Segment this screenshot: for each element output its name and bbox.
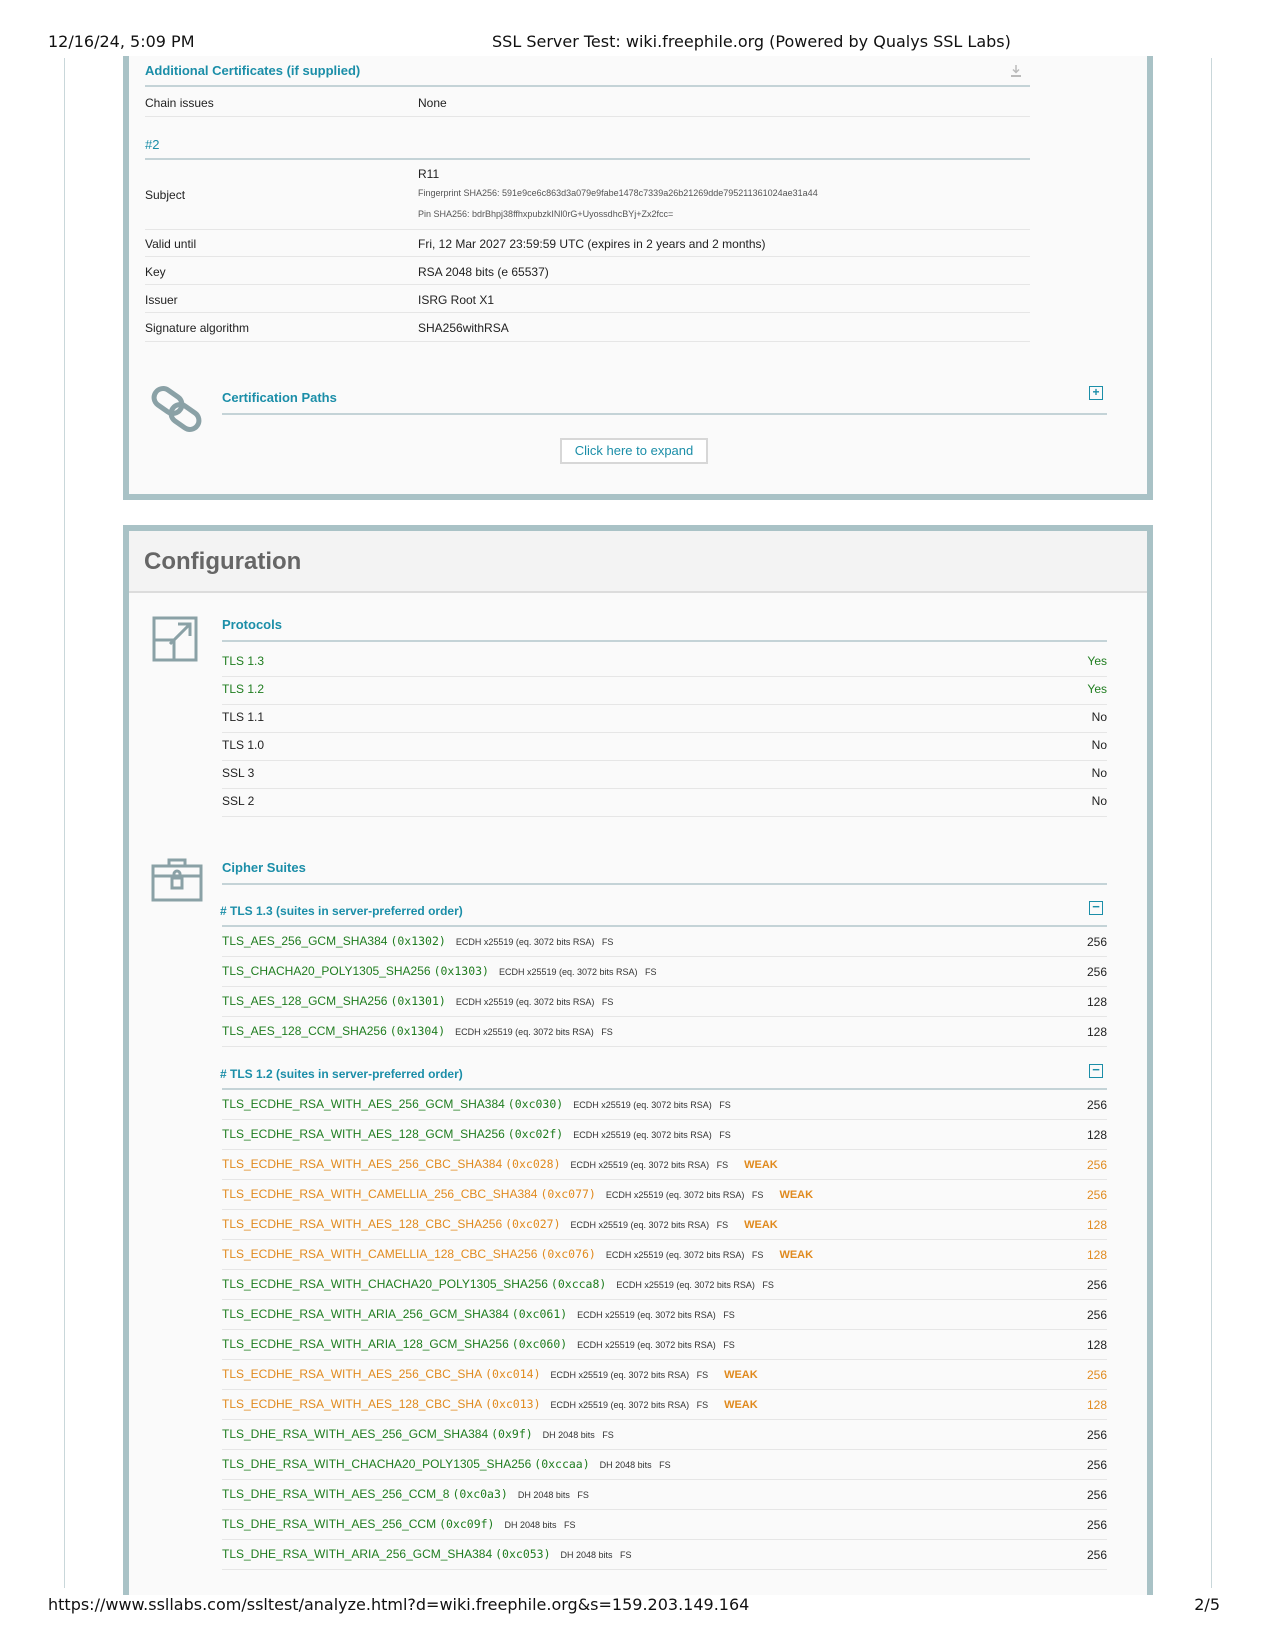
cert-paths-title: Certification Paths (222, 390, 337, 405)
cipher-suite-bits: 256 (1086, 965, 1107, 979)
cipher-suite-name: TLS_ECDHE_RSA_WITH_CAMELLIA_256_CBC_SHA384 (222, 1187, 538, 1201)
row-divider (145, 116, 1030, 117)
cipher-suite-hex: (0xc077) (540, 1187, 596, 1201)
cipher-suite-bits: 256 (1086, 935, 1107, 949)
protocol-support: No (1091, 766, 1107, 780)
cipher-suite-hex: (0x9f) (491, 1427, 533, 1441)
cipher-suite-bits: 256 (1086, 1188, 1107, 1202)
weak-badge: WEAK (779, 1249, 814, 1261)
expand-cert-paths-button[interactable]: Click here to expand (560, 438, 708, 464)
cipher-suite-kex: ECDH x25519 (eq. 3072 bits RSA) FS (498, 967, 657, 977)
protocol-name: TLS 1.2 (222, 682, 265, 696)
cipher-suite-hex: (0xc060) (511, 1337, 568, 1351)
cipher-suite-bits: 128 (1086, 995, 1107, 1009)
protocol-row (222, 676, 1107, 705)
protocol-row (222, 760, 1107, 789)
cipher-suite-name: TLS_ECDHE_RSA_WITH_ARIA_256_GCM_SHA384 (222, 1307, 509, 1321)
cipher-suite-name: TLS_ECDHE_RSA_WITH_AES_256_CBC_SHA384 (222, 1157, 503, 1171)
cipher-suite-row (222, 956, 1107, 987)
cipher-suite-row (222, 926, 1107, 957)
cipher-suite-kex: ECDH x25519 (eq. 3072 bits RSA) FS (605, 1250, 764, 1260)
cipher-suite-row (222, 1179, 1107, 1210)
plus-icon[interactable]: + (1089, 386, 1103, 400)
protocol-name: TLS 1.0 (222, 738, 265, 752)
cipher-suite-row (222, 1209, 1107, 1240)
protocol-row (222, 788, 1107, 817)
cipher-suite-line (222, 1457, 671, 1471)
key-label: Key (145, 265, 166, 279)
cipher-suite-name: TLS_AES_256_GCM_SHA384 (222, 934, 388, 948)
cipher-suite-bits: 128 (1086, 1218, 1107, 1232)
cipher-suite-row (222, 1269, 1107, 1300)
cipher-suite-bits: 256 (1086, 1098, 1107, 1112)
row-divider (145, 341, 1030, 342)
cipher-suite-name: TLS_ECDHE_RSA_WITH_AES_128_CBC_SHA256 (222, 1217, 503, 1231)
cipher-suite-hex: (0xc0a3) (452, 1487, 508, 1501)
cipher-suite-hex: (0xc027) (505, 1217, 561, 1231)
minus-icon[interactable]: − (1089, 1064, 1103, 1078)
cipher-suite-hex: (0xcca8) (550, 1277, 607, 1291)
cipher-suite-line (222, 1487, 589, 1501)
cipher-suite-line (222, 1367, 758, 1381)
cipher-suite-line (222, 1247, 813, 1261)
print-date: 12/16/24, 5:09 PM (48, 32, 195, 51)
cipher-suite-line (222, 994, 613, 1008)
cipher-suite-hex: (0xc014) (485, 1367, 541, 1381)
protocol-row (222, 704, 1107, 733)
cipher-suite-name: TLS_DHE_RSA_WITH_AES_256_GCM_SHA384 (222, 1427, 489, 1441)
cipher-suite-line (222, 934, 613, 948)
key-value: RSA 2048 bits (e 65537) (418, 265, 549, 279)
minus-icon[interactable]: − (1089, 901, 1103, 915)
cipher-suite-bits: 256 (1086, 1458, 1107, 1472)
cipher-suite-kex: ECDH x25519 (eq. 3072 bits RSA) FS (573, 1100, 731, 1110)
valid-until-label: Valid until (145, 237, 197, 251)
page-border-right (1211, 58, 1212, 1588)
cipher-suite-row (222, 1539, 1107, 1570)
cipher-suite-bits: 256 (1086, 1308, 1107, 1322)
cipher-suite-hex: (0x1304) (389, 1024, 446, 1038)
section-rule (145, 158, 1030, 160)
cipher-suite-name: TLS_ECDHE_RSA_WITH_AES_256_GCM_SHA384 (222, 1097, 505, 1111)
fingerprint: Fingerprint SHA256: 591e9ce6c863d3a079e9fabe1478c7339a26b21269dde795211361024ae31a44 (418, 188, 818, 198)
cipher-suite-bits: 128 (1086, 1398, 1107, 1412)
cipher-suites-title: Cipher Suites (222, 860, 306, 875)
protocol-name: TLS 1.3 (222, 654, 265, 668)
row-divider (145, 312, 1030, 313)
certificate-box (123, 56, 1153, 500)
valid-until-value: Fri, 12 Mar 2027 23:59:59 UTC (expires in 2 years and 2 months) (418, 237, 766, 251)
cipher-suite-kex: DH 2048 bits FS (517, 1490, 589, 1500)
chain-link-icon (150, 386, 206, 434)
cipher-suite-kex: DH 2048 bits FS (504, 1520, 576, 1530)
section-rule (145, 85, 1030, 87)
cipher-suite-kex: ECDH x25519 (eq. 3072 bits RSA) FS (605, 1190, 764, 1200)
cipher-suite-line (222, 1217, 778, 1231)
cipher-suite-hex: (0xc02f) (507, 1127, 564, 1141)
protocol-support: No (1091, 710, 1107, 724)
cipher-suite-row (222, 1089, 1107, 1120)
cipher-suite-kex: ECDH x25519 (eq. 3072 bits RSA) FS (577, 1340, 735, 1350)
cipher-suite-bits: 256 (1086, 1488, 1107, 1502)
protocol-support: Yes (1087, 654, 1107, 668)
row-divider (145, 284, 1030, 285)
cipher-suite-row (222, 1239, 1107, 1270)
weak-badge: WEAK (724, 1399, 758, 1411)
cipher-suite-line (222, 1127, 731, 1141)
pin: Pin SHA256: bdrBhpj38ffhxpubzkINl0rG+UyossdhcBYj+Zx2fcc= (418, 209, 674, 219)
row-divider (145, 229, 1030, 230)
cipher-suite-row (222, 986, 1107, 1017)
cipher-suite-bits: 256 (1086, 1428, 1107, 1442)
cipher-suite-name: TLS_DHE_RSA_WITH_AES_256_CCM_8 (222, 1487, 450, 1501)
cipher-suite-bits: 256 (1086, 1158, 1107, 1172)
protocol-support: No (1091, 794, 1107, 808)
cipher-suite-line (222, 1307, 735, 1321)
protocol-name: SSL 2 (222, 794, 255, 808)
additional-certs-title: Additional Certificates (if supplied) (145, 63, 361, 78)
cipher-suite-bits: 256 (1086, 1518, 1107, 1532)
cipher-suite-kex: DH 2048 bits FS (542, 1430, 614, 1440)
cipher-suite-name: TLS_AES_128_CCM_SHA256 (222, 1024, 387, 1038)
cipher-suite-kex: ECDH x25519 (eq. 3072 bits RSA) FS (550, 1400, 709, 1410)
cipher-suite-line (222, 1277, 774, 1291)
weak-badge: WEAK (744, 1159, 778, 1171)
cipher-suite-row (222, 1299, 1107, 1330)
cipher-suite-row (222, 1419, 1107, 1450)
configuration-title: Configuration (144, 548, 302, 575)
cipher-suite-name: TLS_ECDHE_RSA_WITH_AES_128_CBC_SHA (222, 1397, 483, 1411)
subject-label: Subject (145, 188, 186, 202)
cipher-suite-kex: ECDH x25519 (eq. 3072 bits RSA) FS (570, 1160, 729, 1170)
cipher-suite-line (222, 1337, 735, 1351)
cipher-suite-kex: ECDH x25519 (eq. 3072 bits RSA) FS (455, 937, 614, 947)
cipher-suite-bits: 128 (1086, 1248, 1107, 1262)
cipher-suite-hex: (0xccaa) (534, 1457, 590, 1471)
cipher-suite-line (222, 1097, 731, 1111)
weak-badge: WEAK (779, 1189, 814, 1201)
cipher-suite-hex: (0xc053) (495, 1547, 551, 1561)
cipher-suite-hex: (0xc013) (485, 1397, 541, 1411)
cipher-suite-bits: 256 (1086, 1368, 1107, 1382)
cipher-suite-kex: ECDH x25519 (eq. 3072 bits RSA) FS (577, 1310, 735, 1320)
cipher-suite-kex: ECDH x25519 (eq. 3072 bits RSA) FS (550, 1370, 709, 1380)
cipher-suite-hex: (0xc028) (505, 1157, 561, 1171)
weak-badge: WEAK (724, 1369, 758, 1381)
cipher-suite-hex: (0x1301) (390, 994, 446, 1008)
cipher-suite-row (222, 1479, 1107, 1510)
cipher-suite-row (222, 1509, 1107, 1540)
section-rule (222, 883, 1107, 885)
cipher-suite-bits: 128 (1086, 1338, 1107, 1352)
cipher-suite-bits: 256 (1086, 1278, 1107, 1292)
cipher-suite-name: TLS_ECDHE_RSA_WITH_AES_256_CBC_SHA (222, 1367, 483, 1381)
cipher-suite-line (222, 1024, 613, 1038)
briefcase-lock-icon (151, 858, 203, 902)
print-header (48, 28, 1227, 52)
cipher-suite-bits: 128 (1086, 1128, 1107, 1142)
cipher-suite-name: TLS_AES_128_GCM_SHA256 (222, 994, 388, 1008)
weak-badge: WEAK (744, 1219, 778, 1231)
cipher-suite-row (222, 1149, 1107, 1180)
cipher-suite-kex: ECDH x25519 (eq. 3072 bits RSA) FS (616, 1280, 774, 1290)
cipher-suite-kex: DH 2048 bits FS (599, 1460, 671, 1470)
chain-issues-value: None (418, 96, 447, 110)
chain-issues-label: Chain issues (145, 96, 214, 110)
section-rule (222, 413, 1107, 415)
sigalg-label: Signature algorithm (145, 321, 250, 335)
cipher-suite-row (222, 1359, 1107, 1390)
sigalg-value: SHA256withRSA (418, 321, 509, 335)
subject-value: R11 (418, 167, 440, 181)
tls13-heading: # TLS 1.3 (suites in server-preferred order) (220, 904, 463, 918)
cipher-suite-line (222, 1427, 614, 1441)
page-border-left (64, 58, 65, 1588)
cipher-suite-kex: DH 2048 bits FS (560, 1550, 632, 1560)
cipher-suite-line (222, 1397, 758, 1411)
cipher-suite-line (222, 964, 657, 978)
cipher-suite-row (222, 1389, 1107, 1420)
cipher-suite-kex: ECDH x25519 (eq. 3072 bits RSA) FS (570, 1220, 729, 1230)
protocols-title: Protocols (222, 617, 282, 632)
cipher-suite-name: TLS_CHACHA20_POLY1305_SHA256 (222, 964, 431, 978)
cipher-suite-row (222, 1016, 1107, 1047)
row-divider (145, 256, 1030, 257)
cipher-suite-hex: (0xc076) (540, 1247, 596, 1261)
cipher-suite-kex: ECDH x25519 (eq. 3072 bits RSA) FS (455, 1027, 613, 1037)
print-footer (48, 1595, 1227, 1619)
section-rule (222, 640, 1107, 642)
cipher-suite-row (222, 1329, 1107, 1360)
cipher-suite-line (222, 1517, 576, 1531)
cipher-suite-name: TLS_DHE_RSA_WITH_AES_256_CCM (222, 1517, 437, 1531)
cipher-suite-bits: 256 (1086, 1548, 1107, 1562)
cipher-suite-name: TLS_ECDHE_RSA_WITH_CHACHA20_POLY1305_SHA256 (222, 1277, 548, 1291)
cipher-suite-name: TLS_DHE_RSA_WITH_ARIA_256_GCM_SHA384 (222, 1547, 493, 1561)
cipher-suite-row (222, 1449, 1107, 1480)
cipher-suite-name: TLS_ECDHE_RSA_WITH_AES_128_GCM_SHA256 (222, 1127, 505, 1141)
protocol-support: No (1091, 738, 1107, 752)
cipher-suite-hex: (0xc061) (511, 1307, 568, 1321)
tls12-heading: # TLS 1.2 (suites in server-preferred order) (220, 1067, 463, 1081)
protocol-row (222, 732, 1107, 761)
cipher-suite-kex: ECDH x25519 (eq. 3072 bits RSA) FS (573, 1130, 731, 1140)
cipher-suite-hex: (0x1303) (433, 964, 489, 978)
cipher-suite-name: TLS_DHE_RSA_WITH_CHACHA20_POLY1305_SHA256 (222, 1457, 532, 1471)
expand-arrows-icon (152, 616, 198, 662)
protocol-name: SSL 3 (222, 766, 255, 780)
cipher-suite-line (222, 1547, 632, 1561)
cipher-suite-name: TLS_ECDHE_RSA_WITH_ARIA_128_GCM_SHA256 (222, 1337, 509, 1351)
cipher-suite-line (222, 1187, 813, 1201)
cipher-suite-hex: (0xc030) (507, 1097, 564, 1111)
cipher-suite-hex: (0x1302) (390, 934, 446, 948)
cert-index: #2 (145, 137, 160, 152)
download-icon[interactable] (1009, 64, 1023, 80)
cipher-suite-name: TLS_ECDHE_RSA_WITH_CAMELLIA_128_CBC_SHA256 (222, 1247, 538, 1261)
cipher-suite-kex: ECDH x25519 (eq. 3072 bits RSA) FS (455, 997, 614, 1007)
cipher-suite-line (222, 1157, 778, 1171)
page-number: 2/5 (1194, 1595, 1220, 1614)
cipher-suite-hex: (0xc09f) (439, 1517, 495, 1531)
cipher-suite-bits: 128 (1086, 1025, 1107, 1039)
protocol-name: TLS 1.1 (222, 710, 265, 724)
issuer-label: Issuer (145, 293, 178, 307)
cipher-suite-row (222, 1119, 1107, 1150)
print-title: SSL Server Test: wiki.freephile.org (Powered by Qualys SSL Labs) (492, 32, 1011, 51)
issuer-value: ISRG Root X1 (418, 293, 495, 307)
protocol-support: Yes (1087, 682, 1107, 696)
protocol-row (222, 648, 1107, 677)
print-url: https://www.ssllabs.com/ssltest/analyze.html?d=wiki.freephile.org&s=159.203.149.164 (48, 1595, 750, 1614)
